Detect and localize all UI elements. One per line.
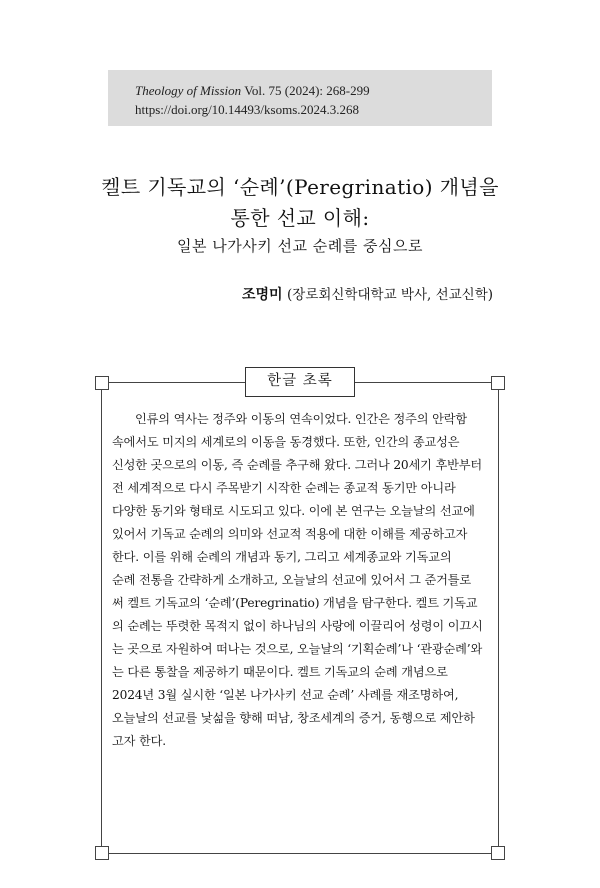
abstract-line: 순례 전통을 간략하게 소개하고, 오늘날의 선교에 있어서 그 준거틀로 bbox=[112, 573, 471, 587]
abstract-line: 다양한 동기와 형태로 시도되고 있다. 이에 본 연구는 오늘날의 선교에 bbox=[112, 504, 475, 518]
abstract-line: 속에서도 미지의 세계로의 이동을 동경했다. 또한, 인간의 종교성은 bbox=[112, 435, 460, 449]
abstract-line: 써 켈트 기독교의 ‘순례’(Peregrinatio) 개념을 탐구한다. 켈트 기독교 bbox=[112, 596, 478, 610]
abstract-line: 고자 한다. bbox=[112, 734, 166, 748]
frame-corner bbox=[95, 376, 109, 390]
volume-info: Vol. 75 (2024): 268-299 bbox=[244, 83, 370, 98]
author-line bbox=[242, 285, 493, 305]
abstract-body bbox=[112, 408, 488, 753]
abstract-line: 2024년 3월 실시한 ‘일본 나가사키 선교 순례’ 사례를 재조명하여, bbox=[112, 688, 459, 702]
frame-corner bbox=[95, 846, 109, 860]
abstract-line: 한다. 이를 위해 순례의 개념과 동기, 그리고 세계종교와 기독교의 bbox=[112, 550, 452, 564]
author-name: 조명미 bbox=[241, 287, 283, 303]
citation-line-1 bbox=[135, 81, 492, 100]
abstract-line: 의 순례는 뚜렷한 목적지 없이 하나님의 사랑에 이끌리어 성령이 이끄시 bbox=[112, 619, 483, 633]
abstract-line: 전 세계적으로 다시 주목받기 시작한 순례는 종교적 동기만 아니라 bbox=[112, 481, 456, 495]
doi-link[interactable]: https://doi.org/10.14493/ksoms.2024.3.268 bbox=[135, 102, 360, 117]
paper-subtitle: 일본 나가사키 선교 순례를 중심으로 bbox=[177, 237, 423, 255]
frame-corner bbox=[491, 376, 505, 390]
abstract-line: 는 다른 통찰을 제공하기 때문이다. 켈트 기독교의 순례 개념으로 bbox=[112, 665, 448, 679]
paper-title bbox=[0, 172, 600, 234]
title-line-2: 통한 선교 이해: bbox=[230, 206, 370, 230]
abstract-line: 는 곳으로 자원하여 떠나는 것으로, 오늘날의 ‘기획순례’나 ‘관광순례’와 bbox=[112, 642, 483, 656]
journal-name: Theology of Mission bbox=[135, 83, 242, 98]
title-line-1: 켈트 기독교의 ‘순례’(Peregrinatio) 개념을 bbox=[101, 175, 499, 199]
author-affiliation: (장로회신학대학교 박사, 선교신학) bbox=[287, 287, 493, 303]
frame-corner bbox=[491, 846, 505, 860]
abstract-line: 신성한 곳으로의 이동, 즉 순례를 추구해 왔다. 그러나 20세기 후반부터 bbox=[112, 458, 482, 472]
abstract-line: 있어서 기독교 순례의 의미와 선교적 적용에 대한 이해를 제공하고자 bbox=[112, 527, 468, 541]
abstract-heading: 한글 초록 bbox=[245, 367, 355, 397]
abstract-line: 오늘날의 선교를 낯섦을 향해 떠남, 창조세계의 증거, 동행으로 제안하 bbox=[112, 711, 475, 725]
citation-box bbox=[108, 70, 492, 126]
abstract-line: 인류의 역사는 정주와 이동의 연속이었다. 인간은 정주의 안락함 bbox=[135, 412, 467, 426]
